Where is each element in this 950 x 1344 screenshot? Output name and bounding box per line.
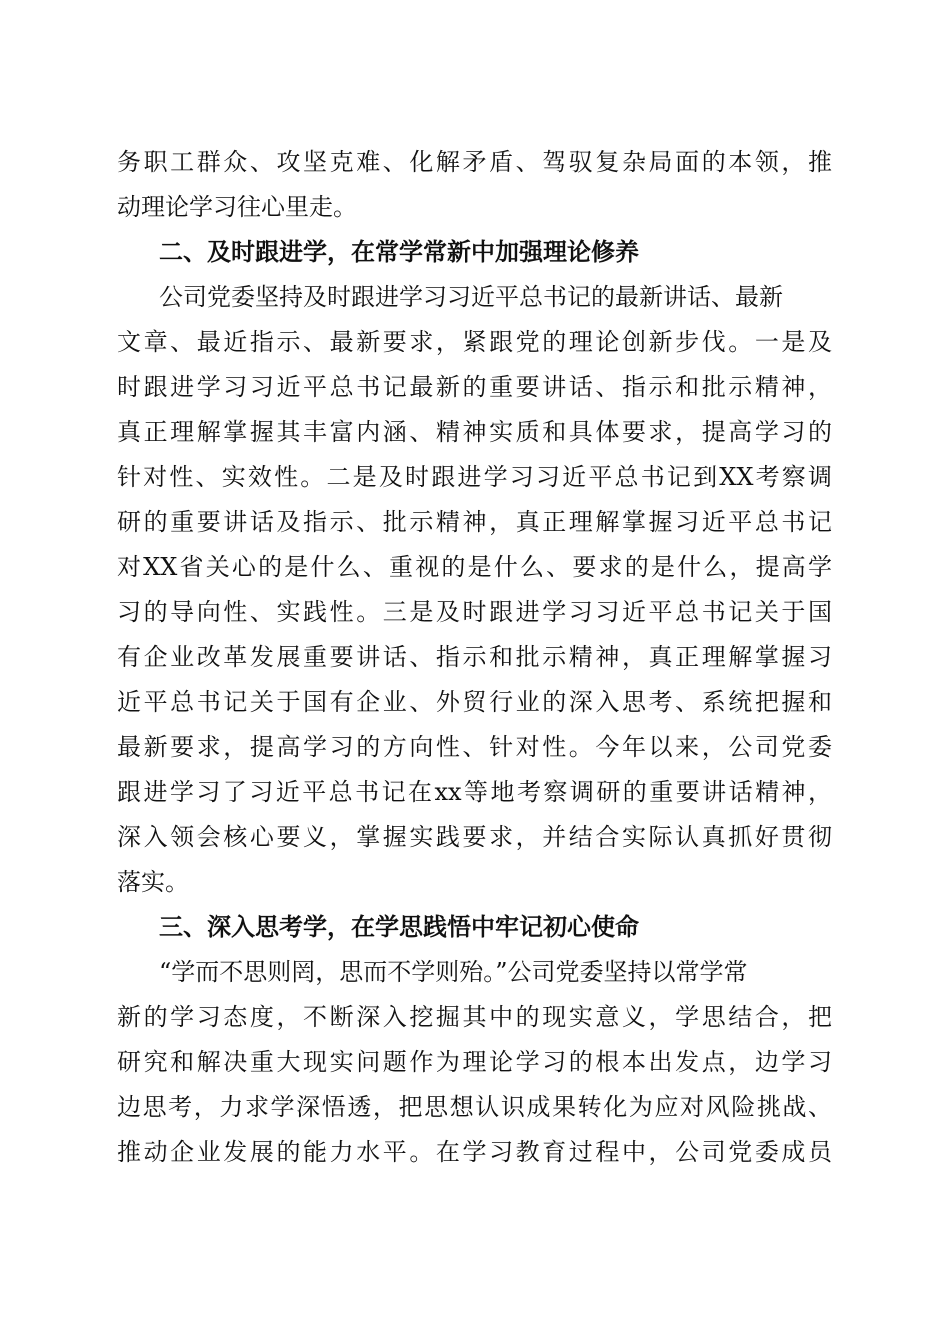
text-line: 跟进学习了习近平总书记在xx等地考察调研的重要讲话精神， bbox=[117, 778, 832, 806]
text-line: 真正理解掌握其丰富内涵、精神实质和具体要求，提高学习的 bbox=[117, 418, 832, 446]
section-heading: 二、及时跟进学，在常学常新中加强理论修养 bbox=[159, 238, 639, 266]
text-line: 动理论学习往心里走。 bbox=[117, 193, 357, 221]
text-line: 对XX省关心的是什么、重视的是什么、要求的是什么，提高学 bbox=[117, 553, 832, 581]
text-line: 推动企业发展的能力水平。在学习教育过程中，公司党委成员 bbox=[117, 1138, 832, 1166]
text-line: 落实。 bbox=[117, 868, 189, 896]
section-heading: 三、深入思考学，在学思践悟中牢记初心使命 bbox=[159, 913, 639, 941]
text-line: 研究和解决重大现实问题作为理论学习的根本出发点，边学习 bbox=[117, 1048, 832, 1076]
text-line: 文章、最近指示、最新要求，紧跟党的理论创新步伐。一是及 bbox=[117, 328, 832, 356]
text-line: 边思考，力求学深悟透，把思想认识成果转化为应对风险挑战、 bbox=[117, 1093, 832, 1121]
text-line: 研的重要讲话及指示、批示精神，真正理解掌握习近平总书记 bbox=[117, 508, 832, 536]
paragraph-first-line: “学而不思则罔，思而不学则殆。”公司党委坚持以常学常 bbox=[159, 958, 748, 986]
text-line: 务职工群众、攻坚克难、化解矛盾、驾驭复杂局面的本领，推 bbox=[117, 148, 832, 176]
text-line: 习的导向性、实践性。三是及时跟进学习习近平总书记关于国 bbox=[117, 598, 832, 626]
document-body bbox=[117, 140, 832, 1175]
text-line: 新的学习态度，不断深入挖掘其中的现实意义，学思结合，把 bbox=[117, 1003, 832, 1031]
paragraph-first-line: 公司党委坚持及时跟进学习习近平总书记的最新讲话、最新 bbox=[159, 283, 783, 311]
text-line: 针对性、实效性。二是及时跟进学习习近平总书记到XX考察调 bbox=[117, 463, 832, 491]
text-line: 深入领会核心要义，掌握实践要求，并结合实际认真抓好贯彻 bbox=[117, 823, 832, 851]
text-line: 最新要求，提高学习的方向性、针对性。今年以来，公司党委 bbox=[117, 733, 832, 761]
text-line: 时跟进学习习近平总书记最新的重要讲话、指示和批示精神， bbox=[117, 373, 832, 401]
text-line: 近平总书记关于国有企业、外贸行业的深入思考、系统把握和 bbox=[117, 688, 832, 716]
text-line: 有企业改革发展重要讲话、指示和批示精神，真正理解掌握习 bbox=[117, 643, 832, 671]
